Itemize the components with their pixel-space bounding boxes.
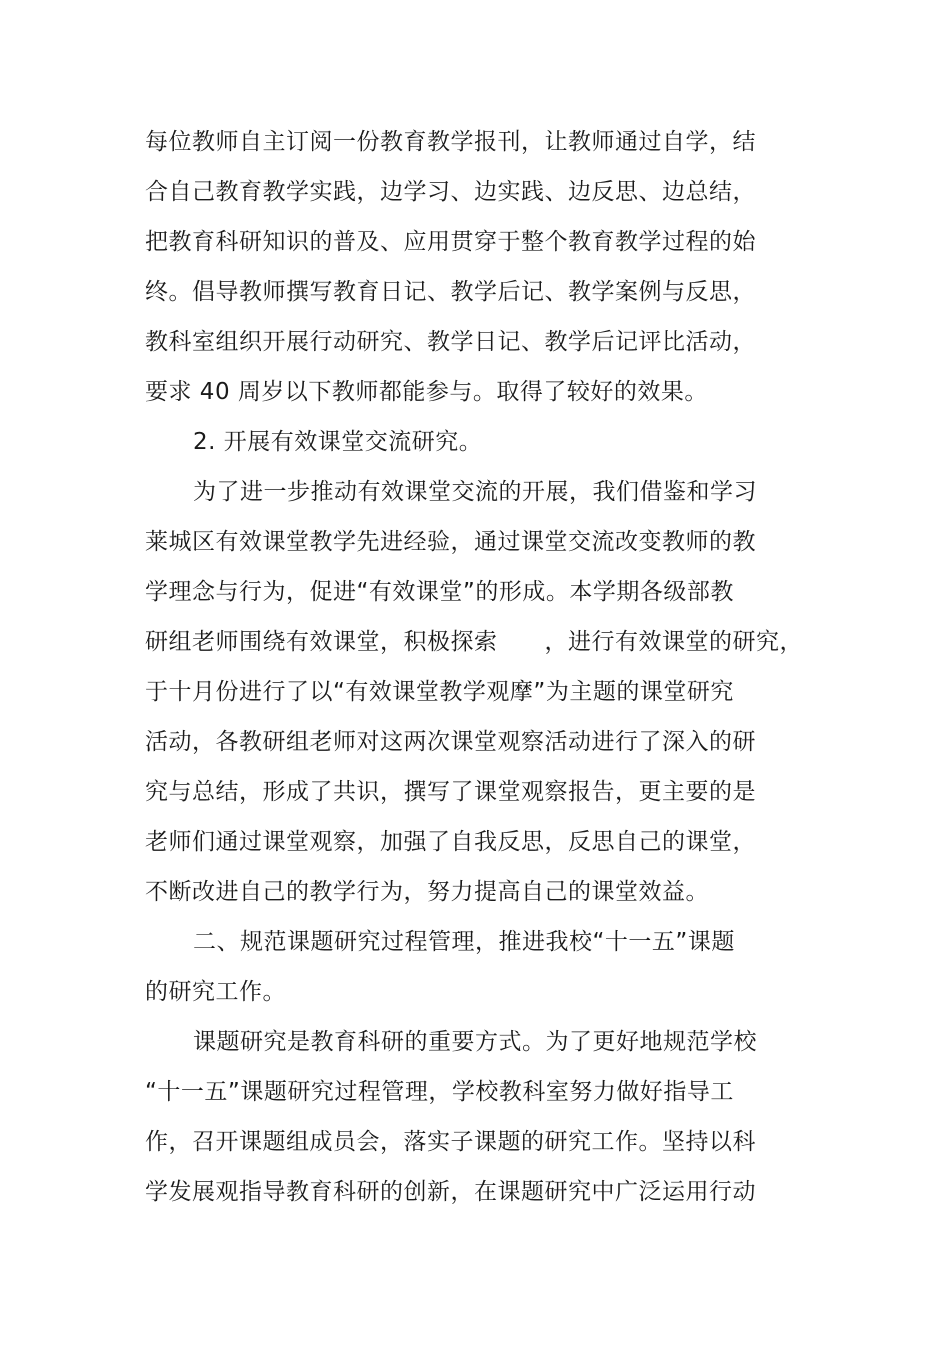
text-line: “十一五”课题研究过程管理，学校教科室努力做好指导工	[145, 1079, 734, 1105]
text-line: 每位教师自主订阅一份教育教学报刊，让教师通过自学，结	[145, 129, 756, 155]
text-line: 究与总结，形成了共识，撰写了课堂观察报告，更主要的是	[145, 779, 756, 805]
text-line: 作，召开课题组成员会，落实子课题的研究工作。坚持以科	[145, 1129, 756, 1155]
section-heading: 二、规范课题研究过程管理，推进我校“十一五”课题	[193, 929, 735, 955]
text-line: 老师们通过课堂观察，加强了自我反思，反思自己的课堂，	[145, 829, 756, 855]
text-line: 的研究工作。	[145, 979, 286, 1005]
text-line: 学理念与行为，促进“有效课堂”的形成。本学期各级部教	[145, 579, 734, 605]
text-line: 为了进一步推动有效课堂交流的开展，我们借鉴和学习	[193, 479, 757, 505]
text-line: 于十月份进行了以“有效课堂教学观摩”为主题的课堂研究	[145, 679, 734, 705]
text-line: 终。倡导教师撰写教育日记、教学后记、教学案例与反思，	[145, 279, 756, 305]
text-line: 研组老师围绕有效课堂，积极探索 ，进行有效课堂的研究，	[145, 629, 803, 655]
section-heading: 2. 开展有效课堂交流研究。	[193, 429, 483, 455]
text-line: 课题研究是教育科研的重要方式。为了更好地规范学校	[193, 1029, 757, 1055]
text-line: 把教育科研知识的普及、应用贯穿于整个教育教学过程的始	[145, 229, 756, 255]
text-line: 不断改进自己的教学行为，努力提高自己的课堂效益。	[145, 879, 709, 905]
text-line: 合自己教育教学实践，边学习、边实践、边反思、边总结，	[145, 179, 756, 205]
text-line: 要求 40 周岁以下教师都能参与。取得了较好的效果。	[145, 379, 708, 405]
text-line: 活动，各教研组老师对这两次课堂观察活动进行了深入的研	[145, 729, 756, 755]
text-line: 教科室组织开展行动研究、教学日记、教学后记评比活动，	[145, 329, 756, 355]
text-line: 学发展观指导教育科研的创新，在课题研究中广泛运用行动	[145, 1179, 756, 1205]
text-line: 莱城区有效课堂教学先进经验，通过课堂交流改变教师的教	[145, 529, 756, 555]
